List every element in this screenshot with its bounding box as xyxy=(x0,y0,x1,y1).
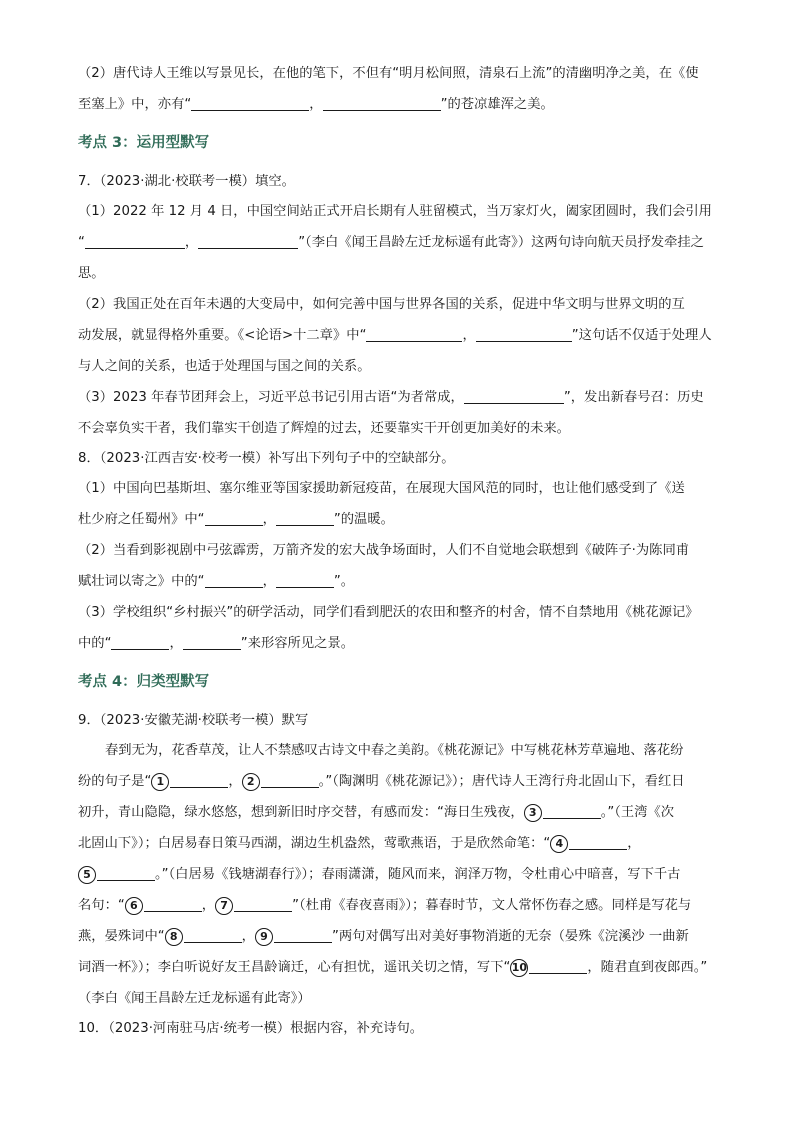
text: ， xyxy=(241,929,255,944)
answer-blank-3[interactable] xyxy=(543,802,601,819)
blank-number-3: 3 xyxy=(524,804,542,822)
blank-number-7: 7 xyxy=(215,897,233,915)
document-page xyxy=(78,58,728,1043)
answer-blank[interactable] xyxy=(111,633,169,650)
q9-line4 xyxy=(78,828,728,859)
q7-3-line1 xyxy=(78,382,728,413)
q9-line3 xyxy=(78,797,728,828)
q7-title: 7．（2023·湖北·校联考一模）填空。 xyxy=(78,174,295,189)
q8-3-line1: （3）学校组织“乡村振兴”的研学活动，同学们看到肥沃的农田和整齐的村舍，情不自禁地用《桃花源记》 xyxy=(78,605,699,620)
text: ”两句对偶写出对美好事物消逝的无奈（晏殊《浣溪沙 一曲新 xyxy=(331,929,689,944)
text: 名句：“ xyxy=(78,898,125,913)
text: 至塞上》中，亦有“ xyxy=(78,97,192,112)
text: ”的苍凉雄浑之美。 xyxy=(440,97,554,112)
answer-blank-9[interactable] xyxy=(274,926,332,943)
q7-1-line3: 思。 xyxy=(78,266,105,281)
q7-2-line3: 与人之间的关系，也适于处理国与国之间的关系。 xyxy=(78,359,371,374)
q6-2-line2 xyxy=(78,89,728,120)
answer-blank[interactable] xyxy=(366,325,462,342)
answer-blank[interactable] xyxy=(191,94,309,111)
text: 。”（陶渊明《桃花源记》）；唐代诗人王湾行舟北固山下，看红日 xyxy=(318,774,685,789)
q6-2-line1: （2）唐代诗人王维以写景见长，在他的笔下，不但有“明月松间照，清泉石上流”的清幽明净之美，在《使 xyxy=(78,66,699,81)
answer-blank[interactable] xyxy=(276,509,334,526)
text: 燕，晏殊词中“ xyxy=(78,929,165,944)
blank-number-2: 2 xyxy=(242,773,260,791)
q9-line9: （李白《闻王昌龄左迁龙标遥有此寄》） xyxy=(78,991,311,1006)
answer-blank-5[interactable] xyxy=(97,864,155,881)
text: ”。 xyxy=(333,574,355,589)
text: 初升，青山隐隐，绿水悠悠，想到新旧时序交替，有感而发：“海日生残夜， xyxy=(78,805,524,820)
text: ， xyxy=(169,636,183,651)
q7-2-line2 xyxy=(78,320,728,351)
section-heading-3: 考点 3：运用型默写 xyxy=(78,135,210,151)
text: （3）2023 年春节团拜会上，习近平总书记引用古语“为者常成， xyxy=(78,390,464,405)
text: 词酒一杯》）；李白听说好友王昌龄谪迁，心有担忧，遥讯关切之情，写下“ xyxy=(78,960,511,975)
text: ”，发出新春号召：历史 xyxy=(563,390,704,405)
q10-title: 10．（2023·河南驻马店·统考一模）根据内容，补充诗句。 xyxy=(78,1021,424,1036)
q7-1-line1: （1）2022 年 12 月 4 日，中国空间站正式开启长期有人驻留模式，当万家灯火，阖家团圆时，我们会引用 xyxy=(78,204,712,219)
text: 动发展，就显得格外重要。《<论语>十二章》中“ xyxy=(78,328,367,343)
blank-number-10: 10 xyxy=(510,959,528,977)
q8-2-line1: （2）当看到影视剧中弓弦霹雳，万箭齐发的宏大战争场面时，人们不自觉地会联想到《破阵子·为陈同甫 xyxy=(78,543,690,558)
text: 北固山下》）；白居易春日策马西湖，湖边生机盎然，莺歌燕语，于是欣然命笔：“ xyxy=(78,836,551,851)
answer-blank[interactable] xyxy=(205,571,263,588)
answer-blank-1[interactable] xyxy=(170,771,228,788)
answer-blank[interactable] xyxy=(183,633,241,650)
answer-blank-10[interactable] xyxy=(529,957,587,974)
answer-blank-2[interactable] xyxy=(261,771,319,788)
q9-line7 xyxy=(78,921,728,952)
text: 中的“ xyxy=(78,636,112,651)
text: ”（杜甫《春夜喜雨》）；暮春时节，文人常怀伤春之感。同样是写花与 xyxy=(292,898,692,913)
text: 杜少府之任蜀州》中“ xyxy=(78,512,205,527)
q8-title: 8．（2023·江西吉安·校考一模）补写出下列句子中的空缺部分。 xyxy=(78,451,455,466)
section-heading-4: 考点 4：归类型默写 xyxy=(78,674,210,690)
q8-1-line2 xyxy=(78,504,728,535)
q8-1-line1: （1）中国向巴基斯坦、塞尔维亚等国家援助新冠疫苗，在展现大国风范的同时，也让他们感受到了《送 xyxy=(78,481,685,496)
text: ， xyxy=(228,774,242,789)
answer-blank[interactable] xyxy=(85,232,185,249)
text: ”的温暖。 xyxy=(333,512,394,527)
text: ，随君直到夜郎西。” xyxy=(587,960,708,975)
answer-blank-8[interactable] xyxy=(184,926,242,943)
blank-number-5: 5 xyxy=(78,866,96,884)
q9-line1: 春到无为，花香草茂，让人不禁感叹古诗文中春之美韵。《桃花源记》中写桃花林芳草遍地、落花纷 xyxy=(105,743,684,758)
q7-1-line2 xyxy=(78,227,728,258)
answer-blank[interactable] xyxy=(198,232,298,249)
answer-blank-4[interactable] xyxy=(569,833,627,850)
blank-number-6: 6 xyxy=(125,897,143,915)
text: “ xyxy=(78,235,85,250)
text: ， xyxy=(262,574,276,589)
text: ， xyxy=(627,836,641,851)
q9-line5 xyxy=(78,859,728,890)
text: ， xyxy=(201,898,216,913)
q9-line8 xyxy=(78,952,728,983)
text: ”来形容所见之景。 xyxy=(240,636,355,651)
q7-3-line2: 不会辜负实干者，我们靠实干创造了辉煌的过去，还要靠实干开创更加美好的未来。 xyxy=(78,421,570,436)
text: 。”（白居易《钱塘湖春行》）；春雨潇潇，随风而来，润泽万物，令杜甫心中暗喜，写下千古 xyxy=(155,867,681,882)
text: ”（李白《闻王昌龄左迁龙标遥有此寄》）这两句诗向航天员抒发牵挂之 xyxy=(298,235,704,250)
text: ， xyxy=(184,235,199,250)
q7-2-line1: （2）我国正处在百年未遇的大变局中，如何完善中国与世界各国的关系，促进中华文明与世界文明的互 xyxy=(78,297,685,312)
answer-blank[interactable] xyxy=(464,387,564,404)
text: 。”（王湾《次 xyxy=(600,805,675,820)
answer-blank[interactable] xyxy=(476,325,572,342)
text: 纷的句子是“ xyxy=(78,774,152,789)
text: 赋壮词以寄之》中的“ xyxy=(78,574,205,589)
text: ， xyxy=(462,328,476,343)
answer-blank[interactable] xyxy=(276,571,334,588)
answer-blank[interactable] xyxy=(323,94,441,111)
text: ， xyxy=(262,512,276,527)
answer-blank-6[interactable] xyxy=(144,895,202,912)
q9-line6 xyxy=(78,890,728,921)
blank-number-4: 4 xyxy=(550,835,568,853)
q9-line2 xyxy=(78,766,728,797)
q9-title: 9．（2023·安徽芜湖·校联考一模）默写 xyxy=(78,713,309,728)
text: ， xyxy=(309,97,323,112)
q8-3-line2 xyxy=(78,628,728,659)
blank-number-1: 1 xyxy=(151,773,169,791)
answer-blank-7[interactable] xyxy=(234,895,292,912)
blank-number-8: 8 xyxy=(165,928,183,946)
text: ”这句话不仅适于处理人 xyxy=(571,328,712,343)
blank-number-9: 9 xyxy=(255,928,273,946)
q8-2-line2 xyxy=(78,566,728,597)
answer-blank[interactable] xyxy=(205,509,263,526)
